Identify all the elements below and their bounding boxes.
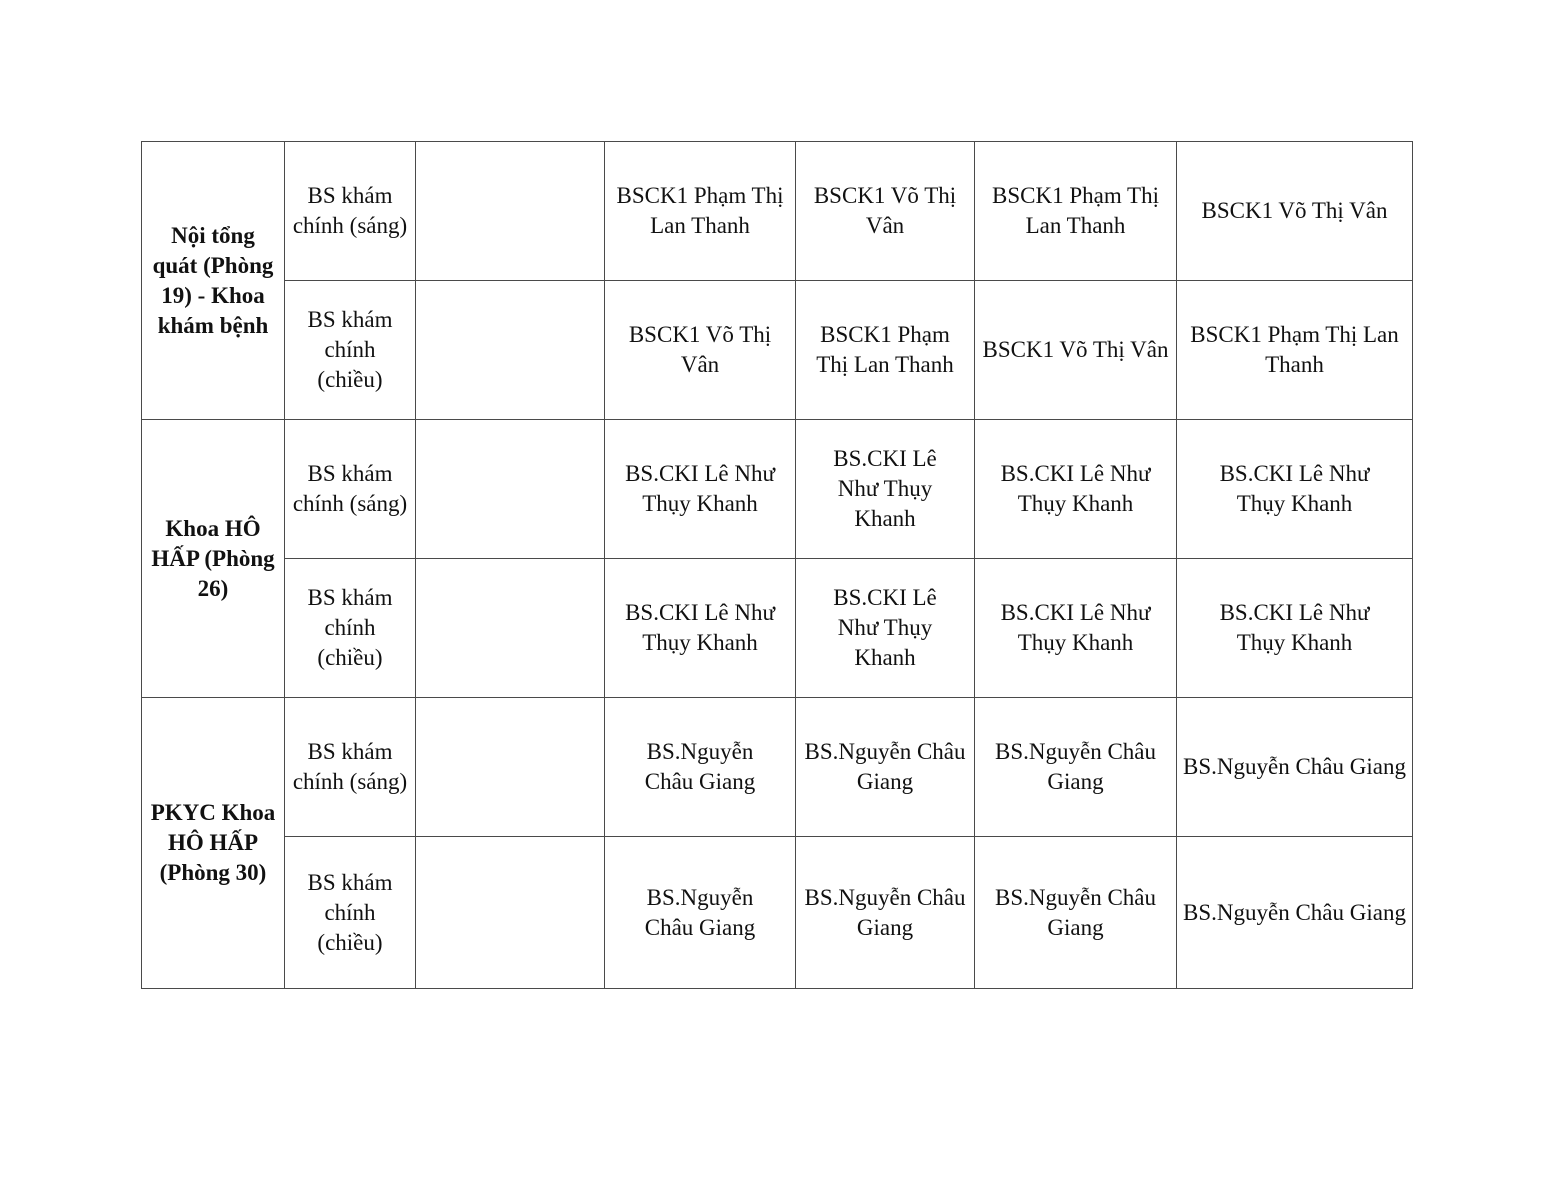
department-cell [142, 420, 285, 698]
shift-label: BS khám chính (sáng) [292, 183, 408, 238]
shift-cell [285, 142, 416, 281]
doctor-cell [975, 281, 1177, 420]
doctor-cell [975, 698, 1177, 837]
department-cell [142, 698, 285, 989]
table-row [142, 559, 1413, 698]
doctor-name: BS.CKI Lê Như Thụy Khanh [625, 461, 775, 516]
doctor-name: BS.Nguyễn Châu Giang [995, 739, 1156, 794]
doctor-name: BS.CKI Lê Như Thụy Khanh [1219, 461, 1370, 516]
doctor-name: BSCK1 Võ Thị Vân [982, 337, 1169, 362]
blank-cell [416, 420, 605, 559]
doctor-name: BSCK1 Võ Thị Vân [813, 183, 957, 238]
department-name: Khoa HÔ HẤP (Phòng 26) [151, 515, 275, 601]
table-row [142, 281, 1413, 420]
doctor-name: BSCK1 Phạm Thị Lan Thanh [616, 183, 784, 238]
department-cell [142, 142, 285, 420]
doctor-name: BSCK1 Võ Thị Vân [628, 322, 772, 377]
doctor-cell [975, 559, 1177, 698]
doctor-name: BSCK1 Phạm Thị Lan Thanh [816, 322, 954, 377]
blank-cell [416, 698, 605, 837]
department-name: PKYC Khoa HÔ HẤP (Phòng 30) [150, 800, 276, 885]
table-row [142, 420, 1413, 559]
shift-label: BS khám chính (chiều) [307, 307, 393, 392]
table-row [142, 698, 1413, 837]
doctor-name: BS.Nguyễn Châu Giang [1183, 754, 1406, 779]
shift-label: BS khám chính (sáng) [292, 461, 408, 516]
shift-label: BS khám chính (chiều) [307, 869, 393, 955]
shift-label: BS khám chính (sáng) [292, 739, 408, 794]
shift-cell [285, 281, 416, 420]
shift-cell [285, 837, 416, 989]
doctor-cell [605, 837, 796, 989]
doctor-cell [605, 420, 796, 559]
doctor-name: BS.CKI Lê Như Thụy Khanh [1219, 600, 1370, 655]
doctor-name: BSCK1 Võ Thị Vân [1201, 198, 1388, 223]
doctor-cell [1177, 281, 1413, 420]
department-name: Nội tổng quát (Phòng 19) - Khoa khám bệnh [152, 222, 274, 338]
doctor-name: BS.Nguyễn Châu Giang [644, 884, 756, 940]
doctor-cell [1177, 837, 1413, 989]
shift-cell [285, 698, 416, 837]
table-row [142, 837, 1413, 989]
doctor-name: BSCK1 Phạm Thị Lan Thanh [992, 183, 1159, 238]
doctor-cell [796, 420, 975, 559]
doctor-name: BS.Nguyễn Châu Giang [644, 739, 756, 794]
doctor-cell [605, 698, 796, 837]
doctor-name: BS.CKI Lê Như Thụy Khanh [833, 585, 937, 670]
shift-cell [285, 420, 416, 559]
blank-cell [416, 559, 605, 698]
doctor-name: BSCK1 Phạm Thị Lan Thanh [1190, 322, 1399, 377]
schedule-table [141, 141, 1413, 989]
doctor-cell [975, 142, 1177, 281]
blank-cell [416, 281, 605, 420]
doctor-cell [796, 142, 975, 281]
blank-cell [416, 837, 605, 989]
doctor-name: BS.Nguyễn Châu Giang [995, 884, 1156, 940]
doctor-name: BS.CKI Lê Như Thụy Khanh [1000, 461, 1151, 516]
doctor-name: BS.CKI Lê Như Thụy Khanh [625, 600, 775, 655]
doctor-cell [796, 837, 975, 989]
doctor-cell [1177, 559, 1413, 698]
doctor-cell [1177, 698, 1413, 837]
doctor-name: BS.Nguyễn Châu Giang [804, 884, 966, 940]
doctor-cell [1177, 142, 1413, 281]
blank-cell [416, 142, 605, 281]
doctor-cell [605, 559, 796, 698]
doctor-name: BS.Nguyễn Châu Giang [804, 739, 966, 794]
shift-label: BS khám chính (chiều) [307, 585, 393, 670]
doctor-cell [796, 559, 975, 698]
doctor-name: BS.Nguyễn Châu Giang [1183, 899, 1406, 925]
doctor-name: BS.CKI Lê Như Thụy Khanh [833, 446, 937, 531]
doctor-cell [605, 281, 796, 420]
doctor-name: BS.CKI Lê Như Thụy Khanh [1000, 600, 1151, 655]
doctor-cell [975, 420, 1177, 559]
doctor-cell [975, 837, 1177, 989]
shift-cell [285, 559, 416, 698]
doctor-cell [1177, 420, 1413, 559]
doctor-cell [796, 281, 975, 420]
doctor-cell [796, 698, 975, 837]
doctor-cell [605, 142, 796, 281]
table-row [142, 142, 1413, 281]
